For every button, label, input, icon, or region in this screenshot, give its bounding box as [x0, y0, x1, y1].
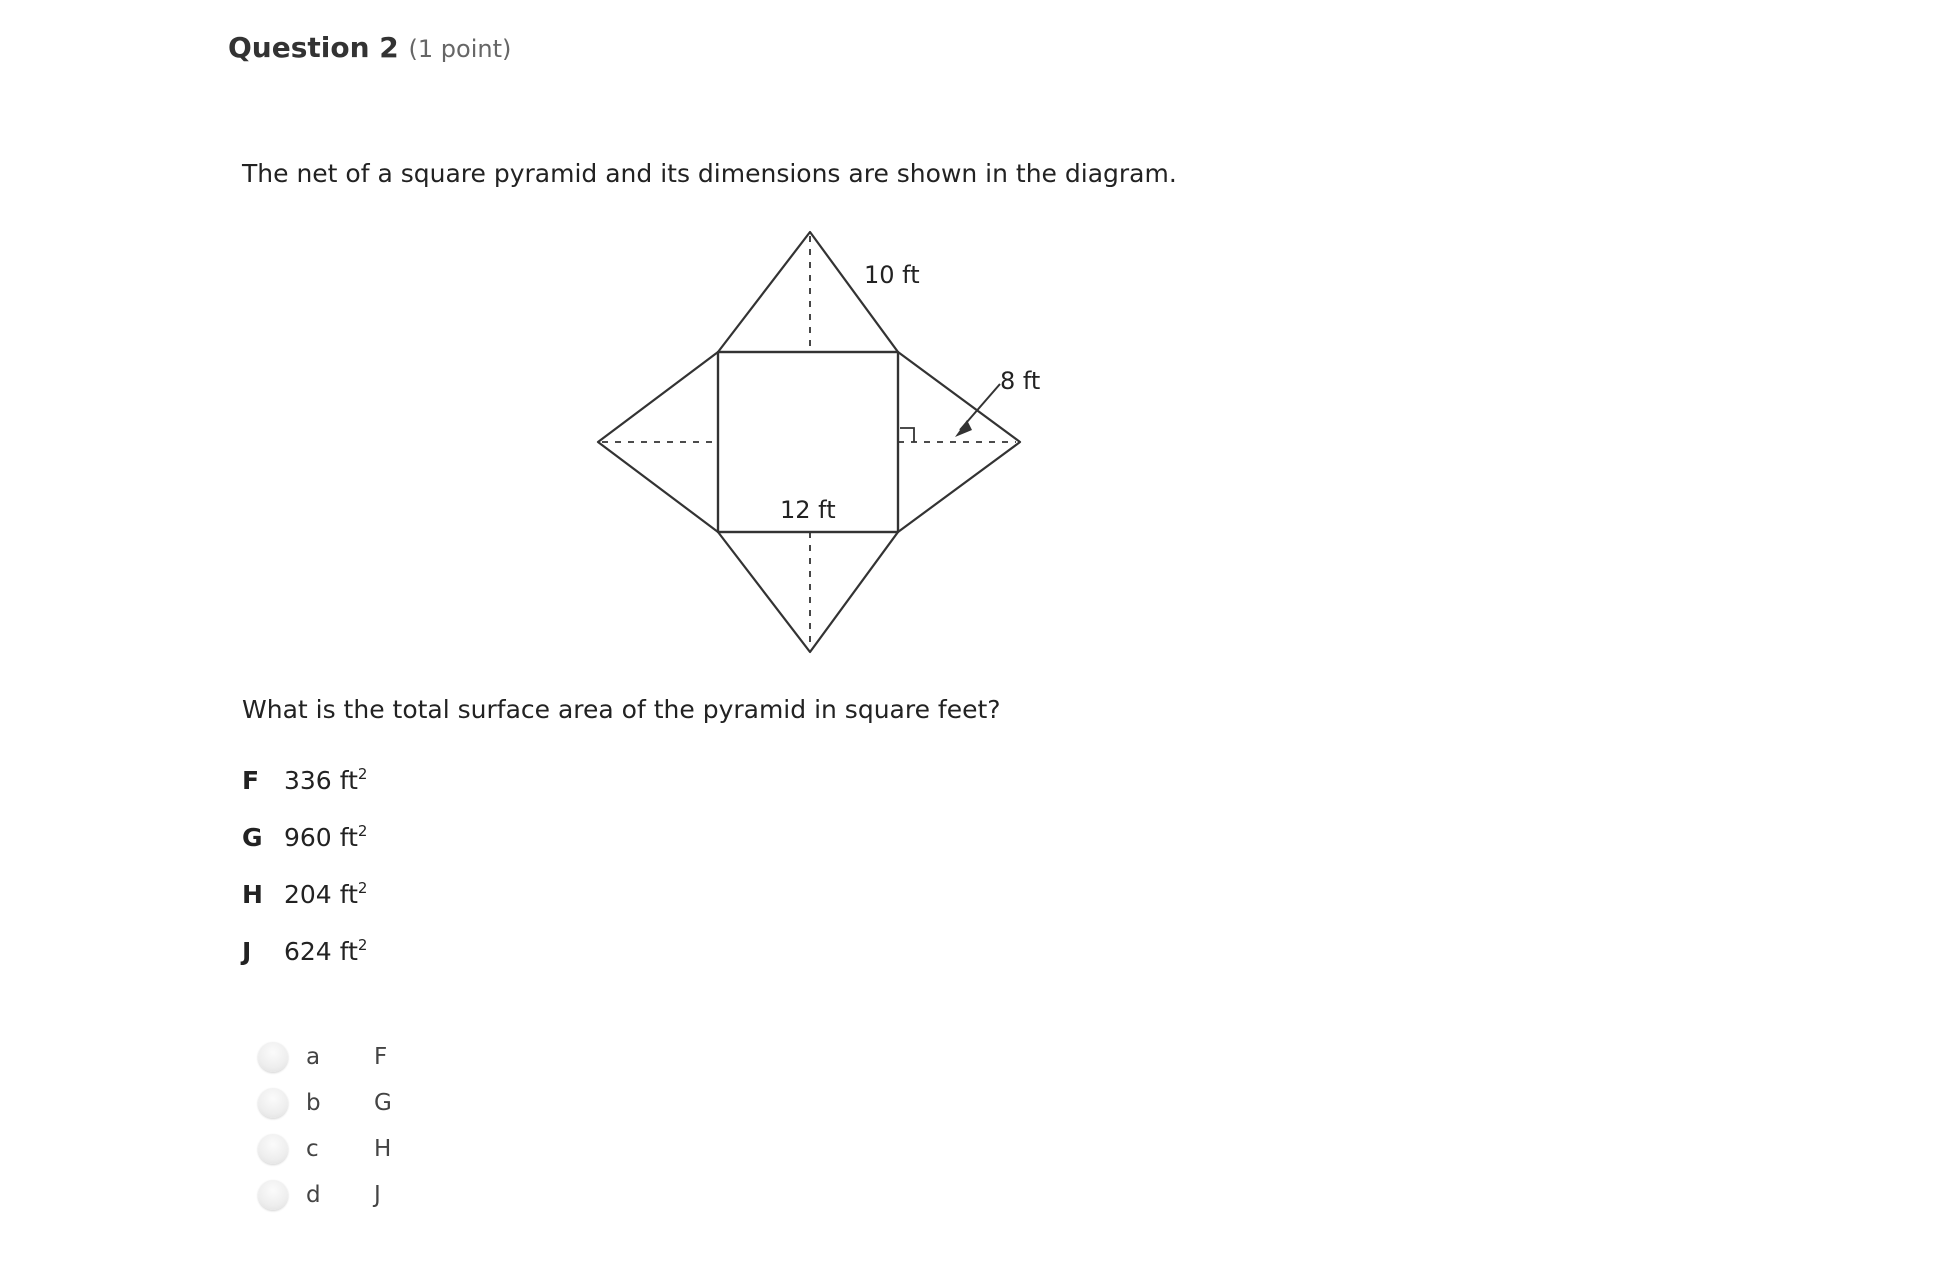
- answer-choice-number: 336: [284, 766, 332, 795]
- option-letter: d: [306, 1182, 321, 1208]
- answer-choice: [242, 866, 367, 923]
- unit-text: ft: [339, 937, 358, 966]
- slant-height-arrowhead: [955, 420, 972, 437]
- radio-button[interactable]: [258, 1088, 288, 1118]
- option-d[interactable]: [258, 1172, 434, 1218]
- option-choice: F: [374, 1044, 388, 1070]
- option-choice: H: [374, 1136, 392, 1162]
- answer-choice-value: [284, 766, 367, 795]
- answer-choice-value: [284, 937, 367, 966]
- question-points: (1 point): [408, 35, 512, 63]
- answer-choice-unit: [340, 937, 368, 966]
- slant-edge-label: 10 ft: [864, 261, 920, 289]
- option-b[interactable]: [258, 1080, 434, 1126]
- unit-text: ft: [339, 823, 358, 852]
- answer-options: [258, 1034, 434, 1218]
- answer-choice-unit: [340, 880, 368, 909]
- question-prompt: What is the total surface area of the pyramid in square feet?: [242, 695, 1001, 724]
- radio-button[interactable]: [258, 1042, 288, 1072]
- answer-choice-letter: H: [242, 880, 263, 909]
- answer-choice: [242, 752, 367, 809]
- answer-choice-value: [284, 880, 367, 909]
- unit-exponent: 2: [357, 765, 368, 783]
- base-square: [718, 352, 898, 532]
- answer-choice-value: [284, 823, 367, 852]
- answer-choice-number: 960: [284, 823, 332, 852]
- slant-height-label: 8 ft: [1000, 367, 1041, 395]
- answer-choices-list: [242, 752, 367, 980]
- answer-choice: [242, 923, 367, 980]
- option-choice: J: [374, 1182, 381, 1208]
- unit-exponent: 2: [357, 879, 368, 897]
- answer-choice-letter: G: [242, 823, 263, 852]
- unit-exponent: 2: [357, 936, 368, 954]
- base-side-label: 12 ft: [780, 496, 836, 524]
- option-letter: b: [306, 1090, 321, 1116]
- unit-text: ft: [339, 766, 358, 795]
- unit-text: ft: [339, 880, 358, 909]
- answer-choice-unit: [340, 823, 368, 852]
- slant-height-arrow-line: [960, 384, 1000, 430]
- option-c[interactable]: [258, 1126, 434, 1172]
- right-angle-marker: [900, 428, 914, 442]
- right-triangle-face: [898, 352, 1020, 532]
- answer-choice-number: 204: [284, 880, 332, 909]
- answer-choice: [242, 809, 367, 866]
- intro-text: The net of a square pyramid and its dimensions are shown in the diagram.: [242, 159, 1177, 188]
- option-a[interactable]: [258, 1034, 434, 1080]
- radio-button[interactable]: [258, 1180, 288, 1210]
- answer-choice-number: 624: [284, 937, 332, 966]
- bottom-triangle-face: [718, 532, 898, 652]
- option-letter: a: [306, 1044, 321, 1070]
- question-header: [228, 30, 511, 67]
- answer-choice-unit: [340, 766, 368, 795]
- left-triangle-face: [598, 352, 718, 532]
- unit-exponent: 2: [357, 822, 368, 840]
- radio-button[interactable]: [258, 1134, 288, 1164]
- option-letter: c: [306, 1136, 319, 1162]
- answer-choice-letter: J: [242, 937, 252, 966]
- question-title: Question 2: [228, 31, 399, 64]
- answer-choice-letter: F: [242, 766, 260, 795]
- top-triangle-face: [718, 232, 898, 352]
- option-choice: G: [374, 1090, 392, 1116]
